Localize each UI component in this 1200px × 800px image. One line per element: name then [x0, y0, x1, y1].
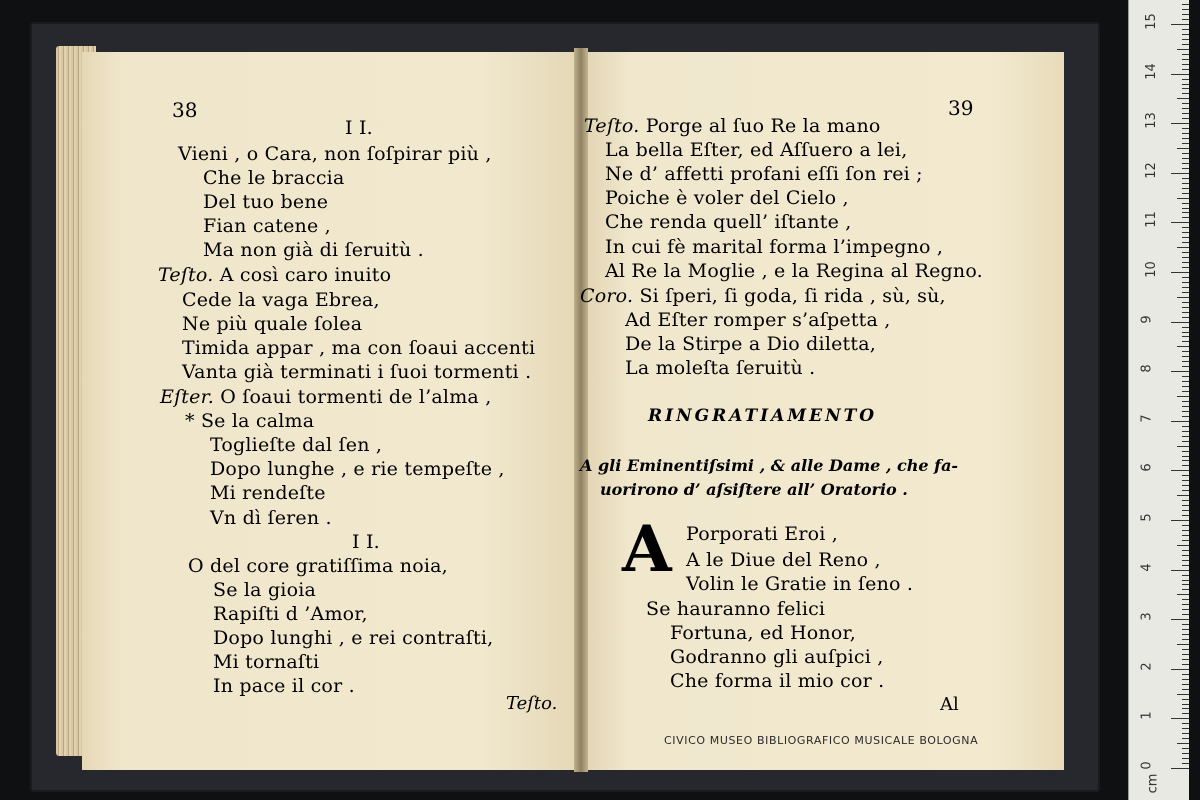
- ruler-tick: [1182, 639, 1189, 640]
- ruler-tick: [1182, 351, 1189, 352]
- line-text: Poiche è voler del Cielo ,: [605, 187, 849, 209]
- line-text: Cede la vaga Ebrea,: [182, 289, 380, 311]
- line-text: A le Diue del Reno ,: [686, 549, 881, 571]
- ruler-tick: [1182, 232, 1189, 233]
- text-line: [686, 523, 838, 545]
- ruler-tick: [1182, 193, 1189, 194]
- ruler-tick: [1182, 530, 1189, 531]
- ruler-tick: [1182, 416, 1189, 417]
- ruler-tick: [1177, 594, 1189, 595]
- ruler-number: 0: [1139, 761, 1155, 770]
- text-line: [158, 264, 391, 286]
- ruler-tick: [1182, 252, 1189, 253]
- line-text: La moleſta ſeruitù .: [625, 357, 816, 379]
- ruler-number: 8: [1139, 364, 1155, 373]
- ruler-tick: [1182, 118, 1189, 119]
- ruler-tick: [1182, 540, 1189, 541]
- text-line: [182, 337, 535, 359]
- ruler-tick: [1177, 98, 1189, 99]
- ruler-number: 4: [1139, 562, 1155, 572]
- ruler-tick: [1182, 336, 1189, 337]
- ruler-tick: [1182, 460, 1189, 461]
- line-text: Del tuo bene: [203, 191, 329, 213]
- line-text: La bella Eſter, ed Aſſuero a lei,: [605, 139, 908, 161]
- library-stamp: CIVICO MUSEO BIBLIOGRAFICO MUSICALE BOLOGNA: [664, 734, 979, 747]
- text-line: [646, 598, 825, 620]
- ruler-number: 12: [1143, 162, 1159, 179]
- line-text: In cui fè marital forma l’impegno ,: [605, 236, 944, 258]
- text-line: [203, 167, 344, 189]
- text-line: [686, 549, 881, 571]
- ruler-tick: [1182, 704, 1189, 705]
- ruler-number: 9: [1139, 314, 1155, 324]
- ruler-tick: [1182, 282, 1189, 283]
- ruler-tick: [1177, 545, 1189, 546]
- text-line: [605, 211, 852, 233]
- ruler-tick: [1182, 748, 1189, 749]
- ruler-tick: [1182, 634, 1189, 635]
- ruler-tick: [1171, 173, 1189, 174]
- ruler-tick: [1182, 505, 1189, 506]
- ruler-number: 15: [1143, 13, 1159, 30]
- ruler-tick: [1182, 763, 1189, 764]
- ruler-tick: [1182, 589, 1189, 590]
- line-text: Ne più quale ſolea: [182, 313, 363, 335]
- ruler-tick: [1171, 619, 1189, 620]
- ruler-number: 7: [1139, 414, 1155, 423]
- ruler-tick: [1182, 69, 1189, 70]
- ruler-tick: [1177, 644, 1189, 645]
- ruler-tick: [1182, 515, 1189, 516]
- text-line: [605, 187, 849, 209]
- text-line: [686, 573, 913, 595]
- line-text: Se hauranno felici: [646, 598, 826, 620]
- ruler-tick: [1182, 609, 1189, 610]
- ruler-number: 2: [1139, 662, 1155, 671]
- ruler-tick: [1182, 654, 1189, 655]
- line-text: Timida appar , ma con ſoaui accenti: [182, 337, 536, 359]
- ruler-tick: [1182, 183, 1189, 184]
- ruler-tick: [1182, 262, 1189, 263]
- line-text: O del core gratiſſima noia,: [188, 555, 448, 577]
- ruler-tick: [1182, 649, 1189, 650]
- ruler-tick: [1182, 733, 1189, 734]
- ruler-tick: [1182, 64, 1189, 65]
- ruler-tick: [1182, 361, 1189, 362]
- line-text: Godranno gli auſpici ,: [670, 646, 884, 668]
- text-line: [345, 117, 373, 139]
- ruler-tick: [1182, 614, 1189, 615]
- text-line: [213, 675, 355, 697]
- line-text: Che renda quell’ iſtante ,: [605, 211, 852, 233]
- text-line: [605, 236, 943, 258]
- ruler-tick: [1182, 59, 1189, 60]
- line-text: Dopo lunghe , e rie tempeſte ,: [210, 458, 505, 480]
- line-text: Fortuna, ed Honor,: [670, 622, 856, 644]
- text-line: [584, 115, 881, 137]
- ruler-tick: [1182, 277, 1189, 278]
- line-text: Volin le Gratie in ſeno .: [686, 573, 914, 595]
- text-line: [670, 670, 884, 692]
- ruler-tick: [1182, 441, 1189, 442]
- ruler-tick: [1182, 317, 1189, 318]
- line-text: Ad Eſter romper s’aſpetta ,: [625, 309, 891, 331]
- ruler-tick: [1182, 257, 1189, 258]
- dedication-line-2: uorirono d’ aſsiſtere all’ Oratorio .: [600, 480, 908, 499]
- ruler-tick: [1182, 485, 1189, 486]
- ruler-tick: [1182, 9, 1189, 10]
- text-line: [188, 555, 448, 577]
- ruler-tick: [1177, 247, 1189, 248]
- ruler-tick: [1182, 54, 1189, 55]
- ruler-tick: [1171, 371, 1189, 372]
- text-line: [185, 410, 314, 432]
- speaker-label: Coro.: [580, 285, 634, 307]
- text-line: [352, 531, 380, 553]
- ruler-tick: [1182, 227, 1189, 228]
- ruler-tick: [1182, 728, 1189, 729]
- line-text: In pace il cor .: [213, 675, 355, 697]
- ruler-tick: [1182, 4, 1189, 5]
- text-line: [203, 191, 328, 213]
- ruler-number: 10: [1143, 261, 1159, 278]
- ruler-tick: [1182, 555, 1189, 556]
- ruler-tick: [1171, 520, 1189, 521]
- line-text: I I.: [352, 531, 380, 553]
- ruler-number: 13: [1143, 112, 1159, 129]
- ruler-number: 1: [1139, 711, 1155, 721]
- line-text: Che forma il mio cor .: [670, 670, 885, 692]
- ruler-tick: [1182, 659, 1189, 660]
- line-text: Mi tornaſti: [213, 651, 320, 673]
- ruler-tick: [1182, 624, 1189, 625]
- ruler-tick: [1182, 490, 1189, 491]
- ruler-tick: [1182, 188, 1189, 189]
- ruler-tick: [1182, 525, 1189, 526]
- ruler-number: 11: [1143, 211, 1159, 229]
- ruler-tick: [1177, 396, 1189, 397]
- ruler-tick: [1182, 287, 1189, 288]
- drop-cap: A: [622, 512, 672, 587]
- ruler-tick: [1182, 19, 1189, 20]
- speaker-label: Teſto.: [158, 264, 214, 286]
- ruler-tick: [1182, 689, 1189, 690]
- ruler-tick: [1177, 148, 1189, 149]
- ruler-tick: [1182, 113, 1189, 114]
- line-text: I I.: [345, 117, 373, 139]
- ruler-tick: [1182, 604, 1189, 605]
- line-text: De la Stirpe a Dio diletta,: [625, 333, 876, 355]
- ruler-tick: [1182, 664, 1189, 665]
- ruler-tick: [1171, 24, 1189, 25]
- book-gutter: [574, 48, 588, 772]
- line-text: Porporati Eroi ,: [686, 523, 839, 545]
- measurement-ruler: [1128, 0, 1189, 800]
- text-line: [182, 361, 531, 383]
- line-text: Ne d’ affetti profani eſſi ſon rei ;: [605, 163, 923, 185]
- text-line: [203, 239, 424, 261]
- line-text: Al Re la Moglie , e la Regina al Regno.: [605, 260, 983, 282]
- ruler-tick: [1177, 198, 1189, 199]
- ruler-unit: cm: [1145, 773, 1161, 794]
- ruler-tick: [1182, 708, 1189, 709]
- line-text: Vieni , o Cara, non ſoſpirar più ,: [178, 143, 492, 165]
- text-line: [182, 289, 380, 311]
- ruler-tick: [1182, 550, 1189, 551]
- ruler-tick: [1182, 34, 1189, 35]
- ruler-tick: [1182, 436, 1189, 437]
- text-line: [178, 143, 492, 165]
- ruler-tick: [1182, 138, 1189, 139]
- ruler-tick: [1177, 297, 1189, 298]
- text-line: [210, 458, 505, 480]
- ruler-tick: [1182, 217, 1189, 218]
- ruler-tick: [1182, 406, 1189, 407]
- ruler-tick: [1182, 242, 1189, 243]
- ruler-tick: [1171, 222, 1189, 223]
- ruler-tick: [1182, 758, 1189, 759]
- ruler-tick: [1182, 128, 1189, 129]
- section-title: RINGRATIAMENTO: [648, 406, 878, 426]
- ruler-number: 6: [1139, 463, 1155, 473]
- text-line: [160, 386, 491, 408]
- line-text: Rapiſti d ’Amor,: [213, 603, 368, 625]
- text-line: [210, 482, 326, 504]
- ruler-tick: [1182, 629, 1189, 630]
- text-line: [580, 285, 946, 307]
- ruler-tick: [1182, 535, 1189, 536]
- ruler-tick: [1182, 93, 1189, 94]
- ruler-tick: [1182, 431, 1189, 432]
- ruler-tick: [1182, 158, 1189, 159]
- text-line: [625, 357, 815, 379]
- text-line: [213, 603, 368, 625]
- ruler-tick: [1182, 14, 1189, 15]
- line-text: A così caro inuito: [213, 264, 392, 286]
- ruler-tick: [1171, 470, 1189, 471]
- ruler-tick: [1182, 723, 1189, 724]
- ruler-tick: [1182, 376, 1189, 377]
- ruler-tick: [1182, 401, 1189, 402]
- ruler-tick: [1177, 49, 1189, 50]
- text-line: [210, 507, 332, 529]
- ruler-tick: [1182, 84, 1189, 85]
- ruler-tick: [1182, 575, 1189, 576]
- ruler-tick: [1171, 421, 1189, 422]
- ruler-tick: [1182, 500, 1189, 501]
- ruler-tick: [1182, 178, 1189, 179]
- ruler-tick: [1182, 108, 1189, 109]
- speaker-label: Eſter.: [160, 386, 215, 408]
- ruler-tick: [1182, 560, 1189, 561]
- text-line: [213, 627, 493, 649]
- ruler-tick: [1182, 366, 1189, 367]
- ruler-tick: [1182, 391, 1189, 392]
- line-text: Porge al ſuo Re la mano: [639, 115, 881, 137]
- text-line: [625, 333, 876, 355]
- speaker-label: Teſto.: [584, 115, 640, 137]
- ruler-tick: [1177, 446, 1189, 447]
- ruler-tick: [1182, 411, 1189, 412]
- ruler-tick: [1182, 426, 1189, 427]
- ruler-tick: [1177, 694, 1189, 695]
- ruler-tick: [1171, 272, 1189, 273]
- ruler-tick: [1182, 88, 1189, 89]
- ruler-tick: [1182, 307, 1189, 308]
- ruler-tick: [1182, 684, 1189, 685]
- ruler-tick: [1182, 356, 1189, 357]
- ruler-tick: [1171, 669, 1189, 670]
- ruler-tick: [1182, 465, 1189, 466]
- ruler-tick: [1171, 768, 1189, 769]
- ruler-number: 5: [1139, 513, 1155, 522]
- ruler-tick: [1182, 237, 1189, 238]
- ruler-tick: [1177, 743, 1189, 744]
- ruler-tick: [1182, 143, 1189, 144]
- ruler-number: 14: [1143, 62, 1159, 80]
- ruler-tick: [1182, 480, 1189, 481]
- ruler-tick: [1182, 753, 1189, 754]
- ruler-tick: [1171, 123, 1189, 124]
- ruler-tick: [1182, 451, 1189, 452]
- line-text: Dopo lunghi , e rei contraſti,: [213, 627, 494, 649]
- ruler-tick: [1182, 79, 1189, 80]
- ruler-tick: [1171, 570, 1189, 571]
- ruler-tick: [1182, 510, 1189, 511]
- ruler-tick: [1182, 29, 1189, 30]
- ruler-tick: [1171, 322, 1189, 323]
- ruler-tick: [1182, 168, 1189, 169]
- text-line: [182, 313, 362, 335]
- ruler-tick: [1182, 153, 1189, 154]
- line-text: Che le braccia: [203, 167, 345, 189]
- line-text: Mi rendeſte: [210, 482, 326, 504]
- ruler-tick: [1177, 346, 1189, 347]
- ruler-tick: [1182, 584, 1189, 585]
- ruler-tick: [1182, 341, 1189, 342]
- ruler-tick: [1171, 718, 1189, 719]
- ruler-tick: [1182, 292, 1189, 293]
- text-line: [605, 163, 923, 185]
- line-text: Vanta già terminati i ſuoi tormenti .: [182, 361, 532, 383]
- text-line: [670, 622, 856, 644]
- ruler-tick: [1182, 565, 1189, 566]
- ruler-tick: [1182, 133, 1189, 134]
- ruler-tick: [1182, 699, 1189, 700]
- text-line: [605, 260, 983, 282]
- ruler-tick: [1182, 674, 1189, 675]
- line-text: Se la gioia: [213, 579, 317, 601]
- ruler-tick: [1182, 580, 1189, 581]
- line-text: Ma non già di ſeruitù .: [203, 239, 424, 261]
- text-line: [203, 215, 331, 237]
- dedication-line-1: A gli Eminentiſsimi , & alle Dame , che fa-: [580, 456, 959, 475]
- ruler-tick: [1182, 738, 1189, 739]
- ruler-tick: [1182, 203, 1189, 204]
- catchword-left: Teſto.: [506, 693, 558, 714]
- ruler-tick: [1182, 39, 1189, 40]
- line-text: Fian catene ,: [203, 215, 331, 237]
- ruler-tick: [1182, 456, 1189, 457]
- ruler-tick: [1182, 163, 1189, 164]
- ruler-tick: [1182, 212, 1189, 213]
- page-number-right: 39: [948, 96, 974, 120]
- ruler-tick: [1182, 312, 1189, 313]
- text-line: [213, 579, 316, 601]
- ruler-tick: [1171, 74, 1189, 75]
- page-number-left: 38: [172, 98, 198, 122]
- ruler-tick: [1182, 713, 1189, 714]
- ruler-tick: [1182, 327, 1189, 328]
- ruler-tick: [1177, 495, 1189, 496]
- text-line: [605, 139, 907, 161]
- text-line: [213, 651, 319, 673]
- ruler-tick: [1182, 44, 1189, 45]
- ruler-tick: [1182, 599, 1189, 600]
- line-text: Si ſperi, ſi goda, ſi rida , sù, sù,: [633, 285, 946, 307]
- text-line: [625, 309, 891, 331]
- line-text: Toglieſte dal ſen ,: [210, 434, 383, 456]
- line-text: O ſoaui tormenti de l’alma ,: [214, 386, 492, 408]
- catchword-right: Al: [940, 694, 959, 715]
- ruler-tick: [1182, 267, 1189, 268]
- ruler-tick: [1182, 386, 1189, 387]
- line-text: * Se la calma: [185, 410, 315, 432]
- ruler-tick: [1182, 679, 1189, 680]
- ruler-tick: [1182, 381, 1189, 382]
- line-text: Vn dì ſeren .: [210, 507, 332, 529]
- ruler-tick: [1182, 475, 1189, 476]
- ruler-tick: [1182, 103, 1189, 104]
- ruler-tick: [1182, 208, 1189, 209]
- ruler-tick: [1182, 332, 1189, 333]
- text-line: [210, 434, 382, 456]
- ruler-number: 3: [1139, 612, 1155, 621]
- ruler-tick: [1182, 302, 1189, 303]
- text-line: [670, 646, 884, 668]
